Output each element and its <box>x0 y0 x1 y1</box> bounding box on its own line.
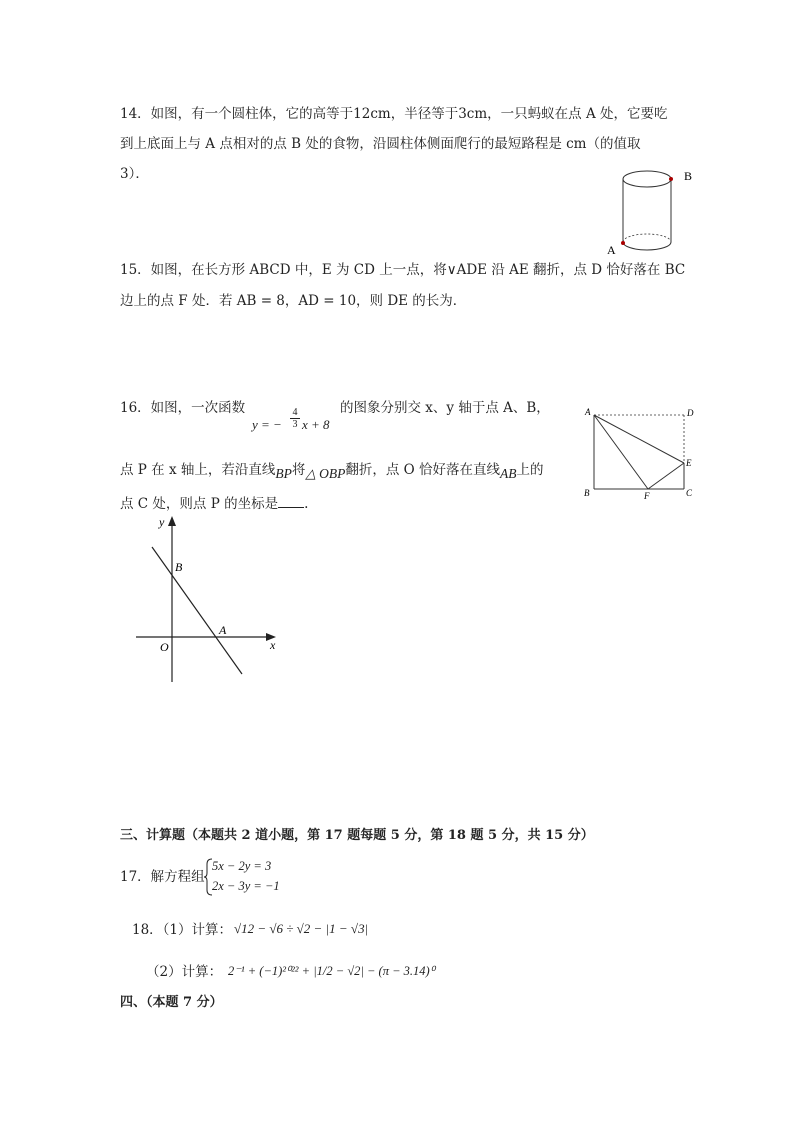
q14-line3: 3）． <box>120 166 149 182</box>
q16-line2-b: 将 <box>291 462 306 478</box>
rect-label-b: B <box>584 488 590 498</box>
axis-label-x: x <box>270 638 276 652</box>
q18-part2-expression: 2⁻¹ + (−1)²⁰²² + |1/2 − √2| − (π − 3.14)⁰ <box>228 964 435 978</box>
q16-line3 <box>120 494 308 514</box>
q15-line1: 15．如图，在长方形 ABCD 中，E 为 CD 上一点，将∨ADE 沿 AE 翻折，点 D 恰好落在 BC <box>120 262 686 278</box>
q16-formula-head: y = − <box>252 417 282 432</box>
axis-label-b: B <box>175 560 183 574</box>
q16-line1-b: 的图象分别交 x、y 轴于点 A、B， <box>340 400 550 416</box>
q16-fraction-numerator: 4 <box>290 407 300 419</box>
q16-line1-a: 16．如图，一次函数 <box>120 400 246 416</box>
q16-fraction <box>290 407 300 430</box>
q16-line2-c: 翻折，点 O 恰好落在直线 <box>345 462 501 478</box>
q16-bp: BP <box>275 466 292 481</box>
rectangle-fold-figure <box>580 405 700 505</box>
cylinder-label-b: B <box>684 169 693 183</box>
q16-triangle: △ OBP <box>305 466 346 481</box>
cylinder-figure <box>607 162 702 258</box>
q15-line2: 边上的点 F 处．若 AB = 8，AD = 10，则 DE 的长为． <box>120 293 467 309</box>
q17-equation-2: 2x − 3y = −1 <box>212 879 280 893</box>
q16-ab: AB <box>500 466 517 481</box>
rect-label-f: F <box>644 491 650 501</box>
rect-label-a: A <box>585 407 591 417</box>
q16-fraction-denominator: 3 <box>292 419 298 430</box>
q16-line2-d: 上的 <box>516 462 544 478</box>
cylinder-label-a: A <box>607 243 616 257</box>
q18-part1-expression: √12 − √6 ÷ √2 − |1 − √3| <box>234 921 369 936</box>
rect-label-e: E <box>686 458 692 468</box>
axis-label-y: y <box>159 515 165 529</box>
q17-label: 17．解方程组 <box>120 869 205 885</box>
coordinate-figure <box>130 512 290 687</box>
q16-answer-blank <box>278 495 304 508</box>
q16-line3-b: . <box>304 496 309 512</box>
section-4-heading: 四、（本题 7 分） <box>120 995 223 1010</box>
q17-equation-1: 5x − 2y = 3 <box>212 859 272 873</box>
q16-line2 <box>120 460 544 480</box>
section-3-heading: 三、计算题（本题共 2 道小题，第 17 题每题 5 分，第 18 题 5 分，共 15 分） <box>120 828 594 843</box>
q16-formula-tail: x + 8 <box>302 417 330 432</box>
q16-line2-a: 点 P 在 x 轴上，若沿直线 <box>120 462 276 478</box>
q14-line2: 到上底面上与 A 点相对的点 B 处的食物，沿圆柱体侧面爬行的最短路程是 cm（的值取 <box>120 136 641 152</box>
axis-label-a: A <box>219 623 227 637</box>
q18-part1-label: 18．（1）计算： <box>132 922 233 938</box>
rect-label-d: D <box>687 408 694 418</box>
rect-label-c: C <box>686 488 693 498</box>
q14-line1: 14．如图，有一个圆柱体，它的高等于12cm，半径等于3cm，一只蚂蚁在点 A 处，它要吃 <box>120 106 668 122</box>
axis-label-o: O <box>160 640 169 654</box>
q18-part2-label: （2）计算： <box>146 964 223 980</box>
q16-line3-a: 点 C 处，则点 P 的坐标是 <box>120 496 279 512</box>
